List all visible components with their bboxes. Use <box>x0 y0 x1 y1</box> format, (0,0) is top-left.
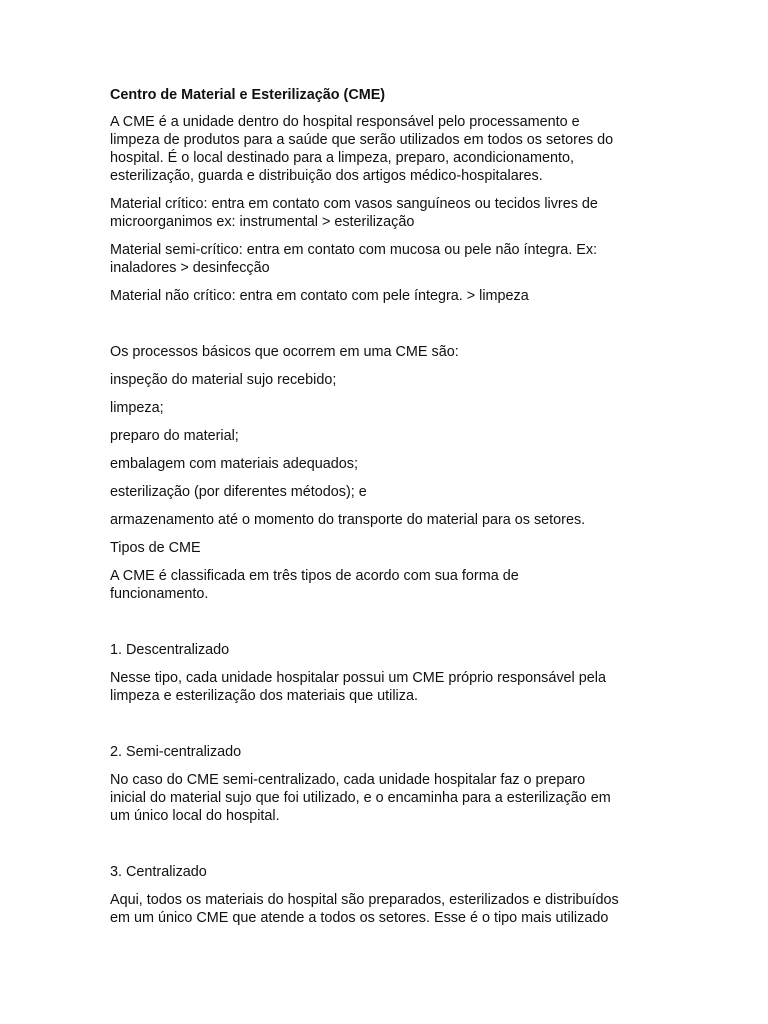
document-title: Centro de Material e Esterilização (CME) <box>110 87 386 103</box>
text-line: inaladores > desinfecção <box>110 260 270 276</box>
spacer <box>110 715 660 743</box>
spacer <box>110 613 660 641</box>
spacer <box>110 835 660 863</box>
type1-paragraph <box>110 669 660 705</box>
process-item: inspeção do material sujo recebido; <box>110 372 337 388</box>
process-item: preparo do material; <box>110 428 239 444</box>
process-item: limpeza; <box>110 400 164 416</box>
type2-paragraph <box>110 771 660 825</box>
semicritical-material-paragraph <box>110 241 660 277</box>
text-line: esterilização, guarda e distribuição dos artigos médico-hospitalares. <box>110 168 543 184</box>
critical-material-paragraph <box>110 195 660 231</box>
text-line: hospital. É o local destinado para a limpeza, preparo, acondicionamento, <box>110 150 574 166</box>
text-line: um único local do hospital. <box>110 808 280 824</box>
process-item: armazenamento até o momento do transporte do material para os setores. <box>110 512 586 528</box>
text-line: Nesse tipo, cada unidade hospitalar possui um CME próprio responsável pela <box>110 670 606 686</box>
text-line: A CME é classificada em três tipos de acordo com sua forma de <box>110 568 519 584</box>
text-line: No caso do CME semi-centralizado, cada unidade hospitalar faz o preparo <box>110 772 586 788</box>
spacer <box>110 315 660 343</box>
text-line: inicial do material sujo que foi utilizado, e o encaminha para a esterilização em <box>110 790 611 806</box>
type3-paragraph <box>110 891 660 927</box>
text-line: funcionamento. <box>110 586 209 602</box>
types-heading: Tipos de CME <box>110 540 201 556</box>
type2-heading: 2. Semi-centralizado <box>110 744 242 760</box>
text-line: Material crítico: entra em contato com vasos sanguíneos ou tecidos livres de <box>110 196 598 212</box>
noncritical-material-paragraph: Material não crítico: entra em contato com pele íntegra. > limpeza <box>110 288 529 304</box>
types-intro-paragraph <box>110 567 660 603</box>
text-line: A CME é a unidade dentro do hospital responsável pelo processamento e <box>110 114 580 130</box>
processes-heading: Os processos básicos que ocorrem em uma CME são: <box>110 344 459 360</box>
text-line: limpeza e esterilização dos materiais que utiliza. <box>110 688 418 704</box>
intro-paragraph <box>110 113 660 185</box>
text-line: em um único CME que atende a todos os setores. Esse é o tipo mais utilizado <box>110 910 609 926</box>
document-body <box>110 86 660 937</box>
type1-heading: 1. Descentralizado <box>110 642 230 658</box>
process-item: esterilização (por diferentes métodos); e <box>110 484 367 500</box>
process-item: embalagem com materiais adequados; <box>110 456 358 472</box>
text-line: Material semi-crítico: entra em contato com mucosa ou pele não íntegra. Ex: <box>110 242 598 258</box>
text-line: Aqui, todos os materiais do hospital são preparados, esterilizados e distribuídos <box>110 892 619 908</box>
text-line: limpeza de produtos para a saúde que serão utilizados em todos os setores do <box>110 132 614 148</box>
type3-heading: 3. Centralizado <box>110 864 207 880</box>
text-line: microorganimos ex: instrumental > esterilização <box>110 214 415 230</box>
